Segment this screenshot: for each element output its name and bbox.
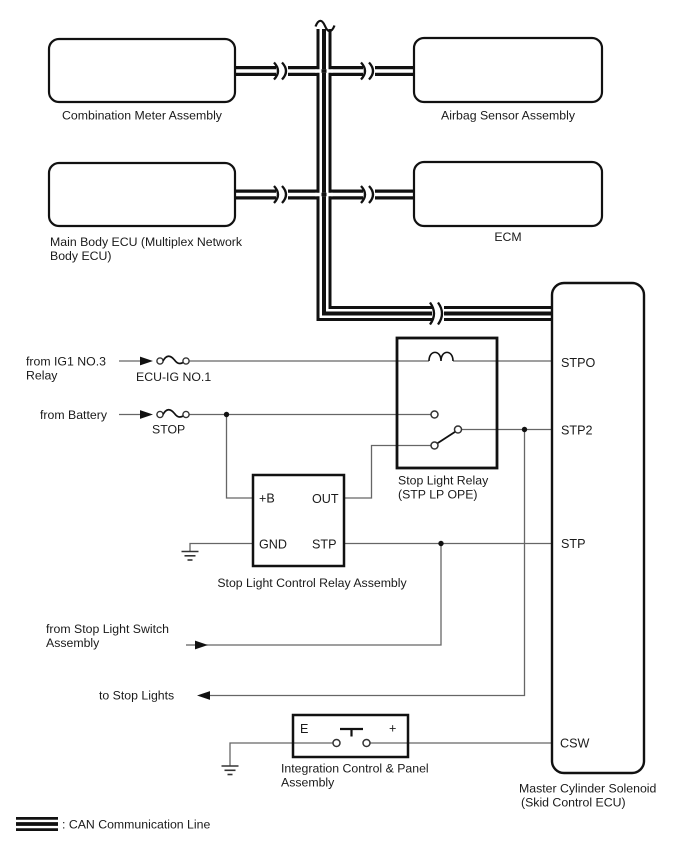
relay-contact-out xyxy=(431,442,438,449)
wire-gnd-to-ground xyxy=(190,544,253,552)
pin-plus: + xyxy=(389,721,397,736)
relay-contact-stp2 xyxy=(455,426,462,433)
label-master-cylinder-line1: Master Cylinder Solenoid xyxy=(519,781,657,796)
label-to-stop-lights: to Stop Lights xyxy=(99,688,175,703)
fuse-stop xyxy=(157,410,189,418)
terminal-stpo: STPO xyxy=(561,356,596,370)
wire-battery-to-plusb xyxy=(227,415,254,499)
label-from-stop-switch-line1: from Stop Light Switch xyxy=(46,622,170,636)
label-stop-light-relay-line1: Stop Light Relay xyxy=(398,473,489,488)
pin-stp: STP xyxy=(312,537,337,552)
pin-out: OUT xyxy=(312,492,339,506)
wire-stop-switch-input xyxy=(206,544,441,646)
component-boxes xyxy=(49,38,644,773)
ground-symbol-integration xyxy=(222,766,239,775)
fuse-ecu-ig xyxy=(157,356,189,364)
break-trunk-bottom xyxy=(430,302,444,325)
label-integration-line2: Assembly xyxy=(281,775,335,790)
label-from-battery: from Battery xyxy=(40,408,107,422)
label-fuse-stop: STOP xyxy=(152,422,186,437)
label-airbag-sensor: Airbag Sensor Assembly xyxy=(441,108,575,123)
label-from-ig1-line1: from IG1 NO.3 xyxy=(26,354,106,369)
box-stop-light-relay xyxy=(397,338,497,468)
relay-coil-symbol xyxy=(429,352,453,361)
label-combination-meter: Combination Meter Assembly xyxy=(62,108,222,123)
terminal-csw: CSW xyxy=(560,736,590,751)
junction-battery xyxy=(224,412,229,417)
arrow-from-battery xyxy=(140,410,153,419)
label-relay-assembly: Stop Light Control Relay Assembly xyxy=(217,576,407,590)
break-stub2-left xyxy=(274,185,288,205)
box-relay-assembly xyxy=(253,475,344,566)
break-stub1-left xyxy=(274,61,288,81)
flow-arrows xyxy=(140,357,210,700)
pin-e: E xyxy=(300,722,309,736)
label-ecm: ECM xyxy=(494,230,522,244)
junction-stp2 xyxy=(522,427,527,432)
junction-stp xyxy=(438,541,443,546)
label-master-cylinder-line2: (Skid Control ECU) xyxy=(521,795,626,810)
legend-label: : CAN Communication Line xyxy=(62,817,211,832)
relay-contact-battery xyxy=(431,411,438,418)
break-stub2-right xyxy=(361,185,375,205)
arrow-from-ig1 xyxy=(140,357,153,366)
pushbutton-switch xyxy=(333,729,370,747)
arrow-from-stop-switch xyxy=(195,641,208,650)
terminal-stp2: STP2 xyxy=(561,423,593,438)
label-integration-line1: Integration Control & Panel xyxy=(281,761,429,776)
relay-switch xyxy=(431,411,462,449)
label-from-ig1-line2: Relay xyxy=(26,368,58,383)
label-fuse-ecu-ig: ECU-IG NO.1 xyxy=(136,370,212,384)
break-stub1-right xyxy=(361,61,375,81)
label-from-stop-switch-line2: Assembly xyxy=(46,636,100,650)
pin-gnd: GND xyxy=(259,537,287,552)
pin-plus-b: +B xyxy=(259,491,275,506)
terminal-stp: STP xyxy=(561,537,586,551)
label-stop-light-relay-line2: (STP LP OPE) xyxy=(398,487,478,502)
relay-switch-arm xyxy=(437,432,455,444)
box-main-body-ecu xyxy=(49,163,235,226)
arrow-to-stop-lights xyxy=(197,691,210,700)
box-combination-meter xyxy=(49,39,235,102)
box-airbag-sensor xyxy=(414,38,602,102)
box-ecm xyxy=(414,162,602,226)
label-main-body-ecu-line1: Main Body ECU (Multiplex Network xyxy=(50,235,243,249)
label-main-body-ecu-line2: Body ECU) xyxy=(50,249,112,263)
ground-symbol-relay-assembly xyxy=(182,552,199,561)
